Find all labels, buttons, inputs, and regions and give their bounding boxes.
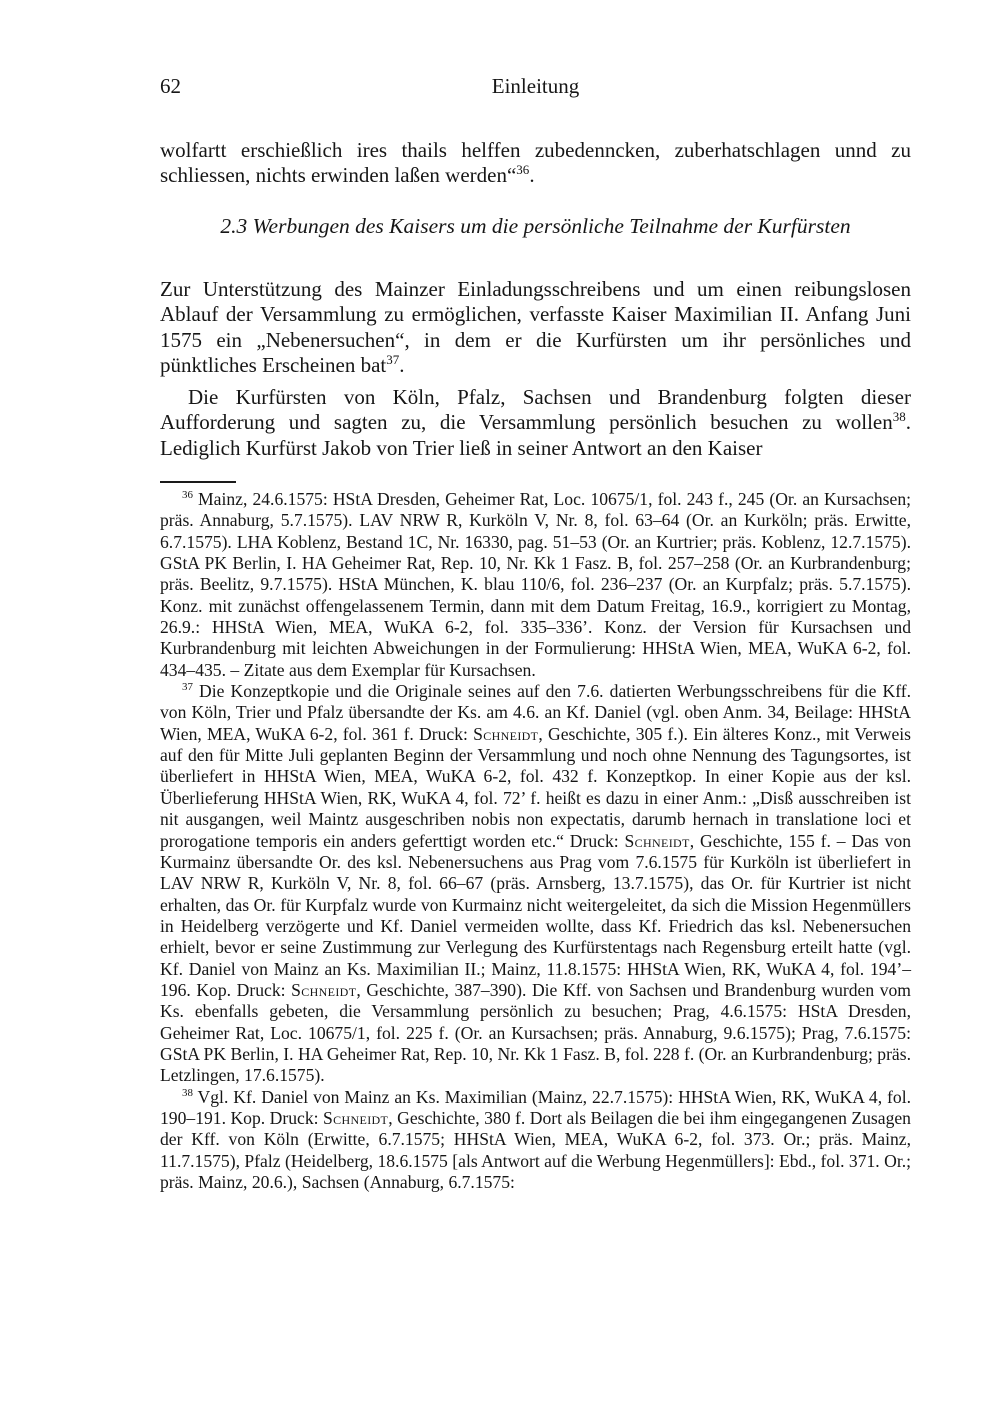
footnote-block: [160, 489, 911, 1193]
footnote-separator: [160, 481, 236, 483]
section-heading: 2.3 Werbungen des Kaisers um die persönliche Teilnahme der Kurfürsten: [220, 214, 851, 238]
body-paragraph-continuation: wolfartt erschießlich ires thails helffen zubedenncken, zuberhatschlagen unnd zu schliessen, nichts erwinden laßen werden“$^{36}$.: [160, 138, 911, 188]
footnote-38: $^{38}$ Vgl. Kf. Daniel von Mainz an Ks. Maximilian (Mainz, 22.7.1575): HHStA Wien, RK, WuKA 4, fol. 190–191. Kop. Druck: Schneidt, Geschichte, 380 f. Dort als Beilagen die bei ihm eingegangenen Zusagen der Kff. von Köln (Erwitte, 6.7.1575; HHStA Wien, MEA, WuKA 6-2, fol. 373. Or.; präs. Mainz, 11.7.1575), Pfalz (Heidelberg, 18.6.1575 [als Antwort auf die Werbung Hegenmüllers]: Ebd., fol. 371. Or.; präs. Mainz, 20.6.), Sachsen (Annaburg, 6.7.1575:: [160, 1086, 911, 1192]
running-title: Einleitung: [491, 74, 580, 98]
page-number: 62: [160, 74, 181, 98]
body-paragraph-die-kurfuersten: Die Kurfürsten von Köln, Pfalz, Sachsen und Brandenburg folgten dieser Aufforderung und sagten zu, die Versammlung persönlich besuchen zu wollen$^{38}$. Lediglich Kurfürst Jakob von Trier ließ in seiner Antwort an den Kaiser: [160, 385, 911, 460]
body-paragraph-zur-unterstuetzung: Zur Unterstützung des Mainzer Einladungsschreibens und um einen reibungslosen Ablauf der Versammlung zu ermöglichen, verfasste Kaiser Maximilian II. Anfang Juni 1575 ein „Nebenersuchen“, in dem er die Kurfürsten um ihr persönliches und pünktliches Erscheinen bat$^{37}$.: [160, 277, 911, 378]
footnote-36: $^{36}$ Mainz, 24.6.1575: HStA Dresden, Geheimer Rat, Loc. 10675/1, fol. 243 f., 245 (Or. an Kursachsen; präs. Annaburg, 5.7.1575). LAV NRW R, Kurköln V, Nr. 8, fol. 63–64 (Or. an Kurköln; präs. Erwitte, 6.7.1575). LHA Koblenz, Bestand 1C, Nr. 16330, pag. 51–53 (Or. an Kurtrier; präs. Koblenz, 12.7.1575). GStA PK Berlin, I. HA Geheimer Rat, Rep. 10, Nr. Kk 1 Fasz. B, fol. 257–258 (Or. an Kurbrandenburg; präs. Beelitz, 9.7.1575). HStA München, K. blau 110/6, fol. 236–237 (Or. an Kurpfalz; präs. 5.7.1575). Konz. mit zunächst offengelassenem Termin, dann mit dem Datum Freitag, 16.9., korrigiert zu Montag, 26.9.: HHStA Wien, MEA, WuKA 6-2, fol. 335–336’. Konz. der Version für Kursachsen und Kurbrandenburg mit leichten Abweichungen in der Formulierung: HHStA Wien, MEA, WuKA 6-2, fol. 434–435. – Zitate aus dem Exemplar für Kursachsen.: [160, 489, 911, 680]
footnote-37: $^{37}$ Die Konzeptkopie und die Originale seines auf den 7.6. datierten Werbungsschreibens für die Kff. von Köln, Trier und Pfalz übersandte der Ks. am 4.6. an Kf. Daniel (vgl. oben Anm. 34, Beilage: HHStA Wien, MEA, WuKA 6-2, fol. 361 f. Druck: Schneidt, Geschichte, 305 f.). Ein älteres Konz., mit Verweis auf den für Mitte Juli geplanten Beginn der Versammlung und noch ohne Nennung des Tagungsortes, ist überliefert in HHStA Wien, MEA, WuKA 6-2, fol. 432 f. Konzeptkop. In einer Kopie aus der ksl. Überlieferung HHStA Wien, RK, WuKA 4, fol. 72’ f. heißt es dazu in einer Anm.: „Disß ausschreiben ist nit ausgangen, weil Maintz ausgeschriben nobis non expectatis, darumb hernach in translatione loci et prorogatione temporis ein anders geferttigt worden etc.“ Druck: Schneidt, Geschichte, 155 f. – Das von Kurmainz übersandte Or. des ksl. Nebenersuchens aus Prag vom 7.6.1575 für Kurköln ist überliefert in LAV NRW R, Kurköln V, Nr. 8, fol. 66–67 (präs. Arnsberg, 13.7.1575), das Or. für Kurtrier ist nicht erhalten, das Or. für Kurpfalz wurde von Kurmainz nicht weitergeleitet, da sich die Mission Hegenmüllers in Heidelberg verzögerte und Kf. Daniel vermeiden wollte, dass Kf. Friedrich das ksl. Nebenersuchen erhielt, bevor er seine Zustimmung zur Verlegung des Kurfürstentags nach Regensburg erteilt hatte (vgl. Kf. Daniel von Mainz an Ks. Maximilian II.; Mainz, 11.8.1575: HHStA Wien, RK, WuKA 4, fol. 194’–196. Kop. Druck: Schneidt, Geschichte, 387–390). Die Kff. von Sachsen und Brandenburg wurden vom Ks. ebenfalls gebeten, die Versammlung persönlich zu besuchen; Prag, 4.6.1575: HStA Dresden, Geheimer Rat, Loc. 10675/1, fol. 225 f. (Or. an Kursachsen; präs. Annaburg, 9.6.1575); Prag, 7.6.1575: GStA PK Berlin, I. HA Geheimer Rat, Rep. 10, Nr. Kk 1 Fasz. B, fol. 228 f. (Or. an Kurbrandenburg; präs. Letzlingen, 17.6.1575).: [160, 681, 911, 1086]
running-header: [160, 74, 911, 104]
